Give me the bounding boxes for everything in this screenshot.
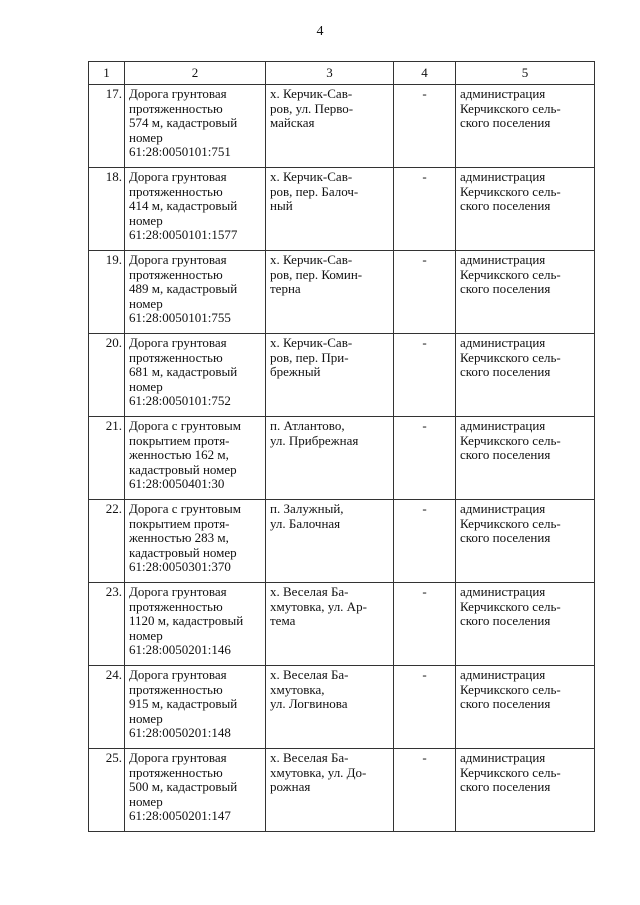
column-4-cell: - [394, 417, 456, 500]
location-cell: х. Веселая Ба- хмутовка, ул. До- рожная [266, 749, 394, 832]
header-cell-4: 4 [394, 62, 456, 85]
table-row [89, 500, 595, 583]
location-cell: х. Керчик-Сав- ров, пер. Комин- терна [266, 251, 394, 334]
column-4-cell: - [394, 251, 456, 334]
row-number-cell: 17. [89, 85, 125, 168]
table-row [89, 251, 595, 334]
header-cell-5: 5 [456, 62, 595, 85]
owner-cell: администрация Керчикского сель- ского поселения [456, 417, 595, 500]
page-number: 4 [316, 24, 324, 39]
column-4-cell: - [394, 334, 456, 417]
location-cell: п. Атлантово, ул. Прибрежная [266, 417, 394, 500]
location-cell: п. Залужный, ул. Балочная [266, 500, 394, 583]
object-description-cell: Дорога грунтовая протяженностью 500 м, кадастровый номер 61:28:0050201:147 [125, 749, 266, 832]
table-row [89, 749, 595, 832]
row-number-cell: 19. [89, 251, 125, 334]
row-number-cell: 22. [89, 500, 125, 583]
table-row [89, 583, 595, 666]
object-description-cell: Дорога грунтовая протяженностью 681 м, кадастровый номер 61:28:0050101:752 [125, 334, 266, 417]
location-cell: х. Керчик-Сав- ров, ул. Перво- майская [266, 85, 394, 168]
row-number-cell: 20. [89, 334, 125, 417]
row-number-cell: 21. [89, 417, 125, 500]
object-description-cell: Дорога с грунтовым покрытием протя- женностью 162 м, кадастровый номер 61:28:0050401:30 [125, 417, 266, 500]
table-header-row [89, 62, 595, 85]
location-cell: х. Веселая Ба- хмутовка, ул. Ар- тема [266, 583, 394, 666]
object-description-cell: Дорога грунтовая протяженностью 574 м, кадастровый номер 61:28:0050101:751 [125, 85, 266, 168]
table-row [89, 168, 595, 251]
table-row [89, 666, 595, 749]
header-cell-3: 3 [266, 62, 394, 85]
column-4-cell: - [394, 500, 456, 583]
owner-cell: администрация Керчикского сель- ского поселения [456, 251, 595, 334]
owner-cell: администрация Керчикского сель- ского поселения [456, 583, 595, 666]
table-row [89, 334, 595, 417]
object-description-cell: Дорога грунтовая протяженностью 414 м, кадастровый номер 61:28:0050101:1577 [125, 168, 266, 251]
column-4-cell: - [394, 583, 456, 666]
column-4-cell: - [394, 666, 456, 749]
owner-cell: администрация Керчикского сель- ского поселения [456, 500, 595, 583]
table-row [89, 85, 595, 168]
owner-cell: администрация Керчикского сель- ского поселения [456, 749, 595, 832]
object-description-cell: Дорога грунтовая протяженностью 915 м, кадастровый номер 61:28:0050201:148 [125, 666, 266, 749]
owner-cell: администрация Керчикского сель- ского поселения [456, 85, 595, 168]
owner-cell: администрация Керчикского сель- ского поселения [456, 168, 595, 251]
location-cell: х. Керчик-Сав- ров, пер. Балоч- ный [266, 168, 394, 251]
table-row [89, 417, 595, 500]
location-cell: х. Веселая Ба- хмутовка, ул. Логвинова [266, 666, 394, 749]
row-number-cell: 25. [89, 749, 125, 832]
roads-table [88, 61, 595, 832]
location-cell: х. Керчик-Сав- ров, пер. При- брежный [266, 334, 394, 417]
header-cell-1: 1 [89, 62, 125, 85]
row-number-cell: 23. [89, 583, 125, 666]
object-description-cell: Дорога грунтовая протяженностью 489 м, кадастровый номер 61:28:0050101:755 [125, 251, 266, 334]
row-number-cell: 18. [89, 168, 125, 251]
column-4-cell: - [394, 85, 456, 168]
owner-cell: администрация Керчикского сель- ского поселения [456, 666, 595, 749]
owner-cell: администрация Керчикского сель- ского поселения [456, 334, 595, 417]
header-cell-2: 2 [125, 62, 266, 85]
column-4-cell: - [394, 749, 456, 832]
row-number-cell: 24. [89, 666, 125, 749]
object-description-cell: Дорога с грунтовым покрытием протя- женностью 283 м, кадастровый номер 61:28:0050301:370 [125, 500, 266, 583]
column-4-cell: - [394, 168, 456, 251]
object-description-cell: Дорога грунтовая протяженностью 1120 м, кадастровый номер 61:28:0050201:146 [125, 583, 266, 666]
